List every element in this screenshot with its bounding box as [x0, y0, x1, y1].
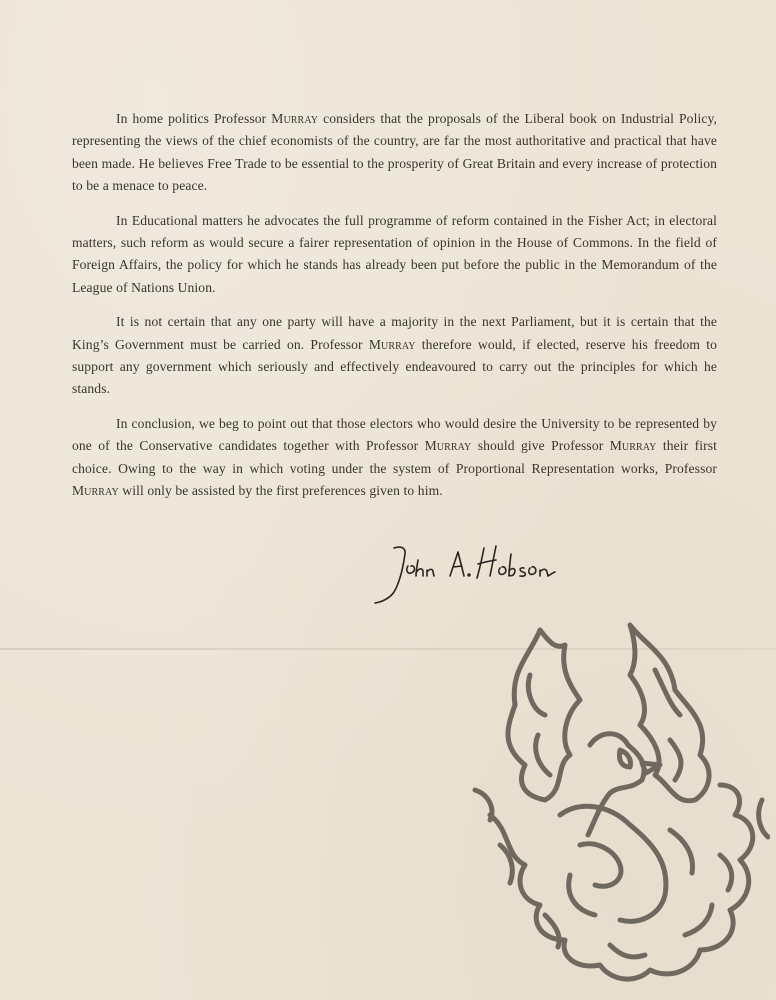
- surname-murray: Murray: [609, 438, 657, 454]
- phoenix-emblem-stamp: [470, 615, 770, 1000]
- paragraph-educational: [72, 210, 717, 300]
- paragraph-3-text-a: It is not certain that any one party will have a majority in the next Parliament, but it is certain that the King’s Government must be carried on. Professor: [72, 314, 717, 352]
- paragraph-4-text-c: their first choice. Owing to the way in which voting under the system of Proportional Representation works, Professor: [72, 438, 717, 476]
- handwritten-signature: [372, 540, 582, 610]
- paragraph-1-text-b: considers that the proposals of the Liberal book on Industrial Policy, representing the views of the chief economists of the country, are far the most authoritative and practical that have been made. He believes Free Trade to be essential to the prosperity of Great Britain and every increase of protection to be a menace to peace.: [72, 111, 717, 194]
- surname-murray: Murray: [72, 483, 119, 499]
- surname-murray: Murray: [368, 336, 416, 352]
- paragraph-home-politics: [72, 108, 717, 198]
- paragraph-4-text-a: In conclusion, we beg to point out that those electors who would desire the University to be represented by one of the Conservative candidates together with Professor: [72, 415, 717, 454]
- paragraph-conclusion: [72, 413, 717, 503]
- paragraph-4-text-b: should give Professor: [471, 438, 610, 454]
- paragraph-3-text-b: therefore would, if elected, reserve his freedom to support any government which seriously and effectively endeavoured to carry out the principles for which he stands.: [72, 336, 717, 397]
- paragraph-1-text-a: In home politics Professor: [116, 111, 272, 126]
- surname-murray: Murray: [271, 111, 319, 126]
- paragraph-majority: [72, 311, 717, 401]
- letter-body: [72, 108, 717, 515]
- paragraph-2-text: In Educational matters he advocates the full programme of reform contained in the Fisher Act; in electoral matters, such reform as would secure a fairer representation of opinion in the House of Commons. In the field of Foreign Affairs, the policy for which he stands has already been put before the public in the Memorandum of the League of Nations Union.: [72, 212, 717, 295]
- paragraph-4-text-d: will only be assisted by the first preferences given to him.: [118, 483, 443, 499]
- surname-murray: Murray: [424, 438, 472, 454]
